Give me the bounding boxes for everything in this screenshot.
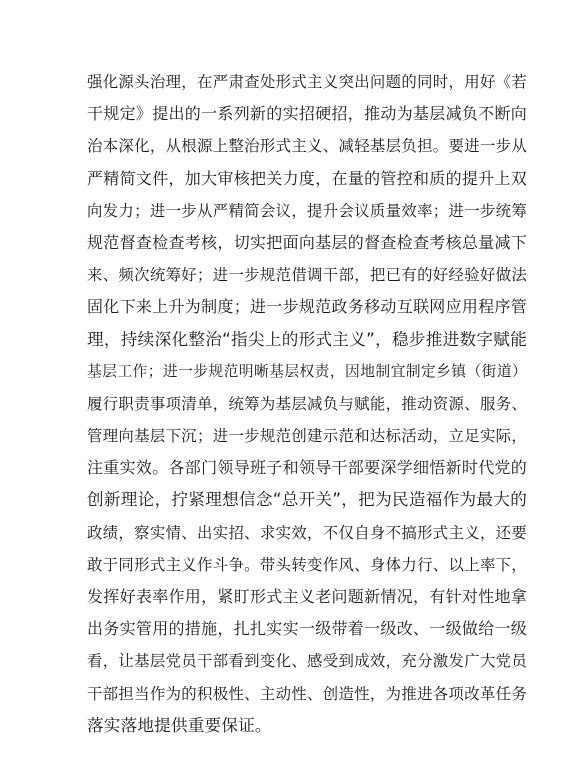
paragraph-line: 强化源头治理，在严肃查处形式主义突出问题的同时，用好《若 xyxy=(87,73,527,91)
body-paragraph xyxy=(87,66,527,742)
paragraph-line: 出务实管用的措施，扎扎实实一级带着一级改、一级做给一级 xyxy=(87,619,527,639)
paragraph-line: 注重实效。各部门领导班子和领导干部要深学细悟新时代党的 xyxy=(87,458,527,478)
paragraph-line: 理，持续深化整治“指尖上的形式主义”，稳步推进数字赋能 xyxy=(87,329,527,349)
paragraph-line: 干规定》提出的一系列新的实招硬招，推动为基层减负不断向 xyxy=(87,104,527,124)
paragraph-line: 落实落地提供重要保证。 xyxy=(87,715,272,735)
paragraph-line: 固化下来上升为制度；进一步规范政务移动互联网应用程序管 xyxy=(87,297,527,317)
paragraph-line: 看，让基层党员干部看到变化、感受到成效，充分激发广大党员 xyxy=(87,652,527,671)
paragraph-line: 履行职责事项清单，统筹为基层减负与赋能，推动资源、服务、 xyxy=(87,394,527,413)
paragraph-line: 干部担当作为的积极性、主动性、创造性，为推进各项改革任务 xyxy=(87,684,527,703)
paragraph-line: 治本深化，从根源上整治形式主义、减轻基层负担。要进一步从 xyxy=(87,137,527,156)
paragraph-line: 严精简文件，加大审核把关力度，在量的管控和质的提升上双 xyxy=(87,168,527,188)
paragraph-line: 发挥好表率作用，紧盯形式主义老问题新情况，有针对性地拿 xyxy=(87,587,527,606)
paragraph-line: 来、频次统筹好；进一步规范借调干部，把已有的好经验好做法 xyxy=(87,266,527,285)
paragraph-line: 规范督查检查考核，切实把面向基层的督查检查考核总量减下 xyxy=(87,232,527,252)
paragraph-line: 创新理论，拧紧理想信念“总开关”，把为民造福作为最大的 xyxy=(87,490,527,510)
paragraph-line: 基层工作；进一步规范明晰基层权责，因地制宜制定乡镇（街道） xyxy=(87,362,527,380)
paragraph-line: 政绩，察实情、出实招、求实效，不仅自身不搞形式主义，还要 xyxy=(87,523,527,542)
paragraph-line: 敢于同形式主义作斗争。带头转变作风、身体力行、以上率下， xyxy=(87,555,527,574)
paragraph-line: 向发力；进一步从严精简会议，提升会议质量效率；进一步统筹 xyxy=(87,201,527,220)
paragraph-line: 管理向基层下沉；进一步规范创建示范和达标活动，立足实际， xyxy=(87,427,527,446)
